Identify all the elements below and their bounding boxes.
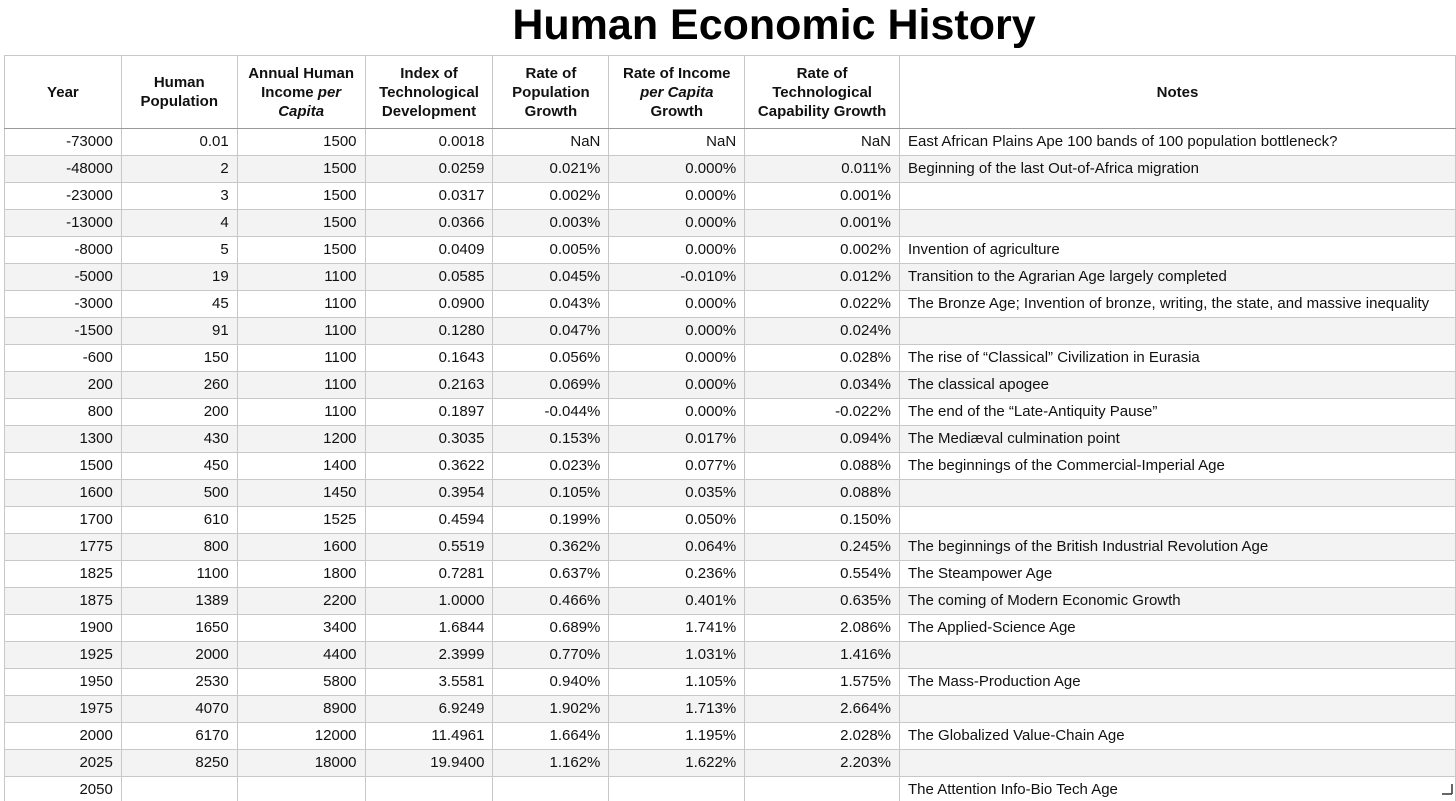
cell-tech-index[interactable]: 0.0409 (365, 237, 493, 264)
cell-income[interactable]: 1100 (237, 372, 365, 399)
table-row (5, 750, 1456, 777)
header-year[interactable]: Year (5, 56, 122, 129)
cell-population[interactable]: 4070 (121, 696, 237, 723)
cell-population[interactable]: 6170 (121, 723, 237, 750)
cell-rate-tech[interactable]: 1.575% (745, 669, 900, 696)
cell-year[interactable]: 1925 (5, 642, 122, 669)
cell-rate-population[interactable]: 0.940% (493, 669, 609, 696)
table-row (5, 183, 1456, 210)
cell-rate-income[interactable]: 1.622% (609, 750, 745, 777)
cell-population[interactable]: 1100 (121, 561, 237, 588)
table-row (5, 615, 1456, 642)
cell-rate-population[interactable]: 0.047% (493, 318, 609, 345)
cell-rate-tech[interactable]: 0.022% (745, 291, 900, 318)
table-row (5, 372, 1456, 399)
cell-notes[interactable] (900, 750, 1456, 777)
cell-income[interactable]: 1600 (237, 534, 365, 561)
cell-tech-index[interactable]: 0.4594 (365, 507, 493, 534)
cell-income[interactable]: 3400 (237, 615, 365, 642)
cell-income[interactable]: 1525 (237, 507, 365, 534)
cell-rate-population[interactable]: 0.770% (493, 642, 609, 669)
cell-notes[interactable]: The rise of “Classical” Civilization in Eurasia (900, 345, 1456, 372)
cell-population[interactable]: 8250 (121, 750, 237, 777)
cell-rate-income[interactable]: 0.000% (609, 237, 745, 264)
cell-tech-index[interactable]: 0.1280 (365, 318, 493, 345)
cell-year[interactable]: 1900 (5, 615, 122, 642)
cell-notes[interactable] (900, 696, 1456, 723)
cell-rate-population[interactable]: 1.902% (493, 696, 609, 723)
cell-income[interactable]: 4400 (237, 642, 365, 669)
cell-year[interactable]: -1500 (5, 318, 122, 345)
cell-rate-tech[interactable]: 0.028% (745, 345, 900, 372)
cell-rate-tech[interactable]: 1.416% (745, 642, 900, 669)
cell-rate-tech[interactable]: 0.002% (745, 237, 900, 264)
cell-rate-income[interactable]: 0.000% (609, 210, 745, 237)
cell-income[interactable]: 1450 (237, 480, 365, 507)
cell-rate-tech[interactable]: -0.022% (745, 399, 900, 426)
cell-rate-income[interactable]: 0.401% (609, 588, 745, 615)
cell-rate-population[interactable]: 0.466% (493, 588, 609, 615)
cell-tech-index[interactable]: 0.0259 (365, 156, 493, 183)
cell-tech-index[interactable]: 0.3035 (365, 426, 493, 453)
cell-rate-population[interactable]: 1.162% (493, 750, 609, 777)
cell-tech-index[interactable]: 0.7281 (365, 561, 493, 588)
cell-population[interactable]: 430 (121, 426, 237, 453)
resize-handle-icon[interactable] (1441, 783, 1453, 795)
cell-rate-tech[interactable]: 0.012% (745, 264, 900, 291)
cell-notes[interactable]: Invention of agriculture (900, 237, 1456, 264)
cell-rate-income[interactable]: 0.035% (609, 480, 745, 507)
cell-year[interactable]: 1825 (5, 561, 122, 588)
cell-notes[interactable]: The Mass-Production Age (900, 669, 1456, 696)
cell-year[interactable]: -3000 (5, 291, 122, 318)
table-row (5, 129, 1456, 156)
cell-rate-tech[interactable]: 0.245% (745, 534, 900, 561)
cell-rate-income[interactable]: 1.105% (609, 669, 745, 696)
cell-income[interactable]: 1500 (237, 183, 365, 210)
cell-income[interactable]: 8900 (237, 696, 365, 723)
cell-rate-population[interactable]: 0.045% (493, 264, 609, 291)
cell-rate-income[interactable]: NaN (609, 129, 745, 156)
cell-population[interactable]: 45 (121, 291, 237, 318)
cell-population[interactable] (121, 777, 237, 801)
cell-income[interactable]: 1500 (237, 129, 365, 156)
cell-notes[interactable]: The beginnings of the Commercial-Imperial Age (900, 453, 1456, 480)
cell-income[interactable]: 1100 (237, 399, 365, 426)
cell-income[interactable] (237, 777, 365, 801)
cell-income[interactable]: 1500 (237, 237, 365, 264)
cell-rate-population[interactable]: 0.637% (493, 561, 609, 588)
cell-tech-index[interactable]: 0.5519 (365, 534, 493, 561)
cell-rate-population[interactable]: 0.005% (493, 237, 609, 264)
cell-population[interactable]: 200 (121, 399, 237, 426)
table-row (5, 264, 1456, 291)
cell-notes[interactable] (900, 642, 1456, 669)
cell-rate-income[interactable]: 0.000% (609, 318, 745, 345)
cell-tech-index[interactable]: 0.3622 (365, 453, 493, 480)
cell-population[interactable]: 91 (121, 318, 237, 345)
cell-rate-population[interactable]: 1.664% (493, 723, 609, 750)
cell-tech-index[interactable]: 0.0585 (365, 264, 493, 291)
cell-rate-population[interactable]: 0.043% (493, 291, 609, 318)
cell-notes[interactable]: Beginning of the last Out-of-Africa migration (900, 156, 1456, 183)
table-row (5, 426, 1456, 453)
cell-year[interactable]: 1775 (5, 534, 122, 561)
cell-rate-income[interactable]: 0.000% (609, 372, 745, 399)
cell-year[interactable]: -8000 (5, 237, 122, 264)
cell-rate-population[interactable]: 0.056% (493, 345, 609, 372)
cell-notes[interactable]: The Steampower Age (900, 561, 1456, 588)
cell-rate-tech[interactable]: 0.554% (745, 561, 900, 588)
cell-rate-population[interactable]: 0.689% (493, 615, 609, 642)
cell-year[interactable]: 2025 (5, 750, 122, 777)
cell-year[interactable]: 200 (5, 372, 122, 399)
cell-notes[interactable] (900, 183, 1456, 210)
cell-income[interactable]: 5800 (237, 669, 365, 696)
table-row (5, 156, 1456, 183)
cell-notes[interactable]: The classical apogee (900, 372, 1456, 399)
cell-notes[interactable]: The Mediæval culmination point (900, 426, 1456, 453)
cell-rate-tech[interactable]: 0.001% (745, 183, 900, 210)
header-income[interactable]: Annual Human Income per Capita (237, 56, 365, 129)
cell-population[interactable]: 5 (121, 237, 237, 264)
table-row (5, 480, 1456, 507)
cell-rate-population[interactable]: 0.153% (493, 426, 609, 453)
cell-rate-tech[interactable]: 0.094% (745, 426, 900, 453)
cell-rate-tech[interactable]: 0.024% (745, 318, 900, 345)
cell-rate-tech[interactable]: 0.088% (745, 453, 900, 480)
cell-rate-income[interactable]: 0.064% (609, 534, 745, 561)
cell-population[interactable]: 450 (121, 453, 237, 480)
cell-tech-index[interactable]: 0.3954 (365, 480, 493, 507)
cell-rate-income[interactable]: 1.713% (609, 696, 745, 723)
header-row (5, 56, 1456, 129)
cell-rate-tech[interactable]: 2.664% (745, 696, 900, 723)
cell-notes[interactable]: The coming of Modern Economic Growth (900, 588, 1456, 615)
table-row (5, 318, 1456, 345)
cell-tech-index[interactable]: 0.0366 (365, 210, 493, 237)
cell-year[interactable]: 1300 (5, 426, 122, 453)
cell-population[interactable]: 19 (121, 264, 237, 291)
cell-income[interactable]: 1100 (237, 264, 365, 291)
cell-year[interactable]: -73000 (5, 129, 122, 156)
table-row (5, 723, 1456, 750)
cell-tech-index[interactable]: 0.0018 (365, 129, 493, 156)
header-rate-population[interactable]: Rate of Population Growth (493, 56, 609, 129)
cell-year[interactable]: 1950 (5, 669, 122, 696)
cell-rate-tech[interactable]: NaN (745, 129, 900, 156)
cell-income[interactable]: 1500 (237, 210, 365, 237)
cell-year[interactable]: 2000 (5, 723, 122, 750)
table-row (5, 642, 1456, 669)
cell-tech-index[interactable]: 1.0000 (365, 588, 493, 615)
cell-rate-tech[interactable]: 2.086% (745, 615, 900, 642)
header-population[interactable]: Human Population (121, 56, 237, 129)
cell-tech-index[interactable]: 0.2163 (365, 372, 493, 399)
cell-year[interactable]: 2050 (5, 777, 122, 801)
cell-rate-tech[interactable]: 0.088% (745, 480, 900, 507)
cell-population[interactable]: 2530 (121, 669, 237, 696)
cell-income[interactable]: 1100 (237, 291, 365, 318)
cell-population[interactable]: 150 (121, 345, 237, 372)
cell-rate-income[interactable]: 0.017% (609, 426, 745, 453)
spreadsheet (4, 55, 1456, 801)
cell-notes[interactable] (900, 507, 1456, 534)
cell-population[interactable]: 3 (121, 183, 237, 210)
table-row (5, 453, 1456, 480)
cell-tech-index[interactable]: 0.1897 (365, 399, 493, 426)
cell-income[interactable]: 1400 (237, 453, 365, 480)
header-notes[interactable]: Notes (900, 56, 1456, 129)
cell-tech-index[interactable]: 0.0317 (365, 183, 493, 210)
table-row (5, 237, 1456, 264)
cell-rate-population[interactable]: -0.044% (493, 399, 609, 426)
cell-notes[interactable]: The beginnings of the British Industrial Revolution Age (900, 534, 1456, 561)
cell-notes[interactable]: The end of the “Late-Antiquity Pause” (900, 399, 1456, 426)
cell-tech-index[interactable]: 0.1643 (365, 345, 493, 372)
table-row (5, 345, 1456, 372)
cell-rate-income[interactable]: 0.000% (609, 183, 745, 210)
table-body (5, 129, 1456, 801)
cell-rate-tech[interactable]: 2.203% (745, 750, 900, 777)
cell-rate-population[interactable] (493, 777, 609, 801)
cell-notes[interactable] (900, 480, 1456, 507)
cell-year[interactable]: -48000 (5, 156, 122, 183)
cell-year[interactable]: -23000 (5, 183, 122, 210)
cell-population[interactable]: 500 (121, 480, 237, 507)
cell-rate-tech[interactable]: 0.001% (745, 210, 900, 237)
table-row (5, 669, 1456, 696)
cell-population[interactable]: 260 (121, 372, 237, 399)
table-row (5, 210, 1456, 237)
cell-rate-tech[interactable]: 2.028% (745, 723, 900, 750)
cell-rate-tech[interactable] (745, 777, 900, 801)
cell-rate-population[interactable]: 0.002% (493, 183, 609, 210)
cell-notes[interactable]: The Bronze Age; Invention of bronze, writing, the state, and massive inequality (900, 291, 1456, 318)
cell-rate-income[interactable]: 0.000% (609, 345, 745, 372)
cell-population[interactable]: 0.01 (121, 129, 237, 156)
cell-year[interactable]: 1600 (5, 480, 122, 507)
cell-year[interactable]: 1875 (5, 588, 122, 615)
cell-income[interactable]: 18000 (237, 750, 365, 777)
cell-year[interactable]: -600 (5, 345, 122, 372)
table-row (5, 777, 1456, 801)
header-tech-index[interactable]: Index of Technological Development (365, 56, 493, 129)
cell-notes[interactable]: The Applied-Science Age (900, 615, 1456, 642)
cell-rate-tech[interactable]: 0.150% (745, 507, 900, 534)
cell-rate-tech[interactable]: 0.011% (745, 156, 900, 183)
cell-tech-index[interactable]: 2.3999 (365, 642, 493, 669)
cell-rate-income[interactable]: 0.236% (609, 561, 745, 588)
cell-rate-income[interactable]: 1.031% (609, 642, 745, 669)
cell-income[interactable]: 12000 (237, 723, 365, 750)
cell-tech-index[interactable]: 6.9249 (365, 696, 493, 723)
cell-population[interactable]: 2000 (121, 642, 237, 669)
cell-year[interactable]: 800 (5, 399, 122, 426)
data-table (4, 55, 1456, 801)
cell-rate-income[interactable]: 1.741% (609, 615, 745, 642)
cell-tech-index[interactable]: 11.4961 (365, 723, 493, 750)
cell-income[interactable]: 1100 (237, 318, 365, 345)
cell-tech-index[interactable]: 3.5581 (365, 669, 493, 696)
cell-rate-income[interactable]: 0.000% (609, 399, 745, 426)
cell-population[interactable]: 4 (121, 210, 237, 237)
cell-income[interactable]: 1800 (237, 561, 365, 588)
cell-year[interactable]: 1700 (5, 507, 122, 534)
cell-rate-income[interactable]: 0.050% (609, 507, 745, 534)
cell-notes[interactable]: The Globalized Value-Chain Age (900, 723, 1456, 750)
header-rate-income[interactable]: Rate of Income per Capita Growth (609, 56, 745, 129)
cell-rate-population[interactable]: 0.069% (493, 372, 609, 399)
cell-rate-population[interactable]: NaN (493, 129, 609, 156)
cell-rate-population[interactable]: 0.021% (493, 156, 609, 183)
cell-year[interactable]: -13000 (5, 210, 122, 237)
cell-population[interactable]: 1389 (121, 588, 237, 615)
cell-population[interactable]: 800 (121, 534, 237, 561)
cell-income[interactable]: 1100 (237, 345, 365, 372)
table-row (5, 399, 1456, 426)
table-row (5, 534, 1456, 561)
table-row (5, 507, 1456, 534)
cell-rate-income[interactable]: 1.195% (609, 723, 745, 750)
cell-rate-tech[interactable]: 0.635% (745, 588, 900, 615)
cell-notes[interactable]: Transition to the Agrarian Age largely completed (900, 264, 1456, 291)
cell-rate-population[interactable]: 0.199% (493, 507, 609, 534)
cell-tech-index[interactable] (365, 777, 493, 801)
cell-notes[interactable]: East African Plains Ape 100 bands of 100 population bottleneck? (900, 129, 1456, 156)
cell-rate-population[interactable]: 0.003% (493, 210, 609, 237)
cell-notes[interactable] (900, 318, 1456, 345)
cell-year[interactable]: 1975 (5, 696, 122, 723)
cell-income[interactable]: 1200 (237, 426, 365, 453)
cell-rate-population[interactable]: 0.105% (493, 480, 609, 507)
table-row (5, 588, 1456, 615)
page-title: Human Economic History (512, 1, 1036, 49)
cell-population[interactable]: 2 (121, 156, 237, 183)
cell-rate-population[interactable]: 0.023% (493, 453, 609, 480)
cell-rate-tech[interactable]: 0.034% (745, 372, 900, 399)
cell-rate-income[interactable]: -0.010% (609, 264, 745, 291)
cell-rate-income[interactable]: 0.077% (609, 453, 745, 480)
cell-income[interactable]: 2200 (237, 588, 365, 615)
cell-rate-income[interactable]: 0.000% (609, 156, 745, 183)
cell-population[interactable]: 610 (121, 507, 237, 534)
cell-year[interactable]: 1500 (5, 453, 122, 480)
cell-year[interactable]: -5000 (5, 264, 122, 291)
cell-rate-income[interactable]: 0.000% (609, 291, 745, 318)
table-row (5, 561, 1456, 588)
cell-tech-index[interactable]: 0.0900 (365, 291, 493, 318)
header-rate-tech[interactable]: Rate of Technological Capability Growth (745, 56, 900, 129)
cell-notes[interactable]: The Attention Info-Bio Tech Age (900, 777, 1456, 801)
cell-income[interactable]: 1500 (237, 156, 365, 183)
cell-rate-population[interactable]: 0.362% (493, 534, 609, 561)
cell-notes[interactable] (900, 210, 1456, 237)
cell-rate-income[interactable] (609, 777, 745, 801)
cell-tech-index[interactable]: 1.6844 (365, 615, 493, 642)
cell-tech-index[interactable]: 19.9400 (365, 750, 493, 777)
cell-population[interactable]: 1650 (121, 615, 237, 642)
table-row (5, 696, 1456, 723)
table-row (5, 291, 1456, 318)
